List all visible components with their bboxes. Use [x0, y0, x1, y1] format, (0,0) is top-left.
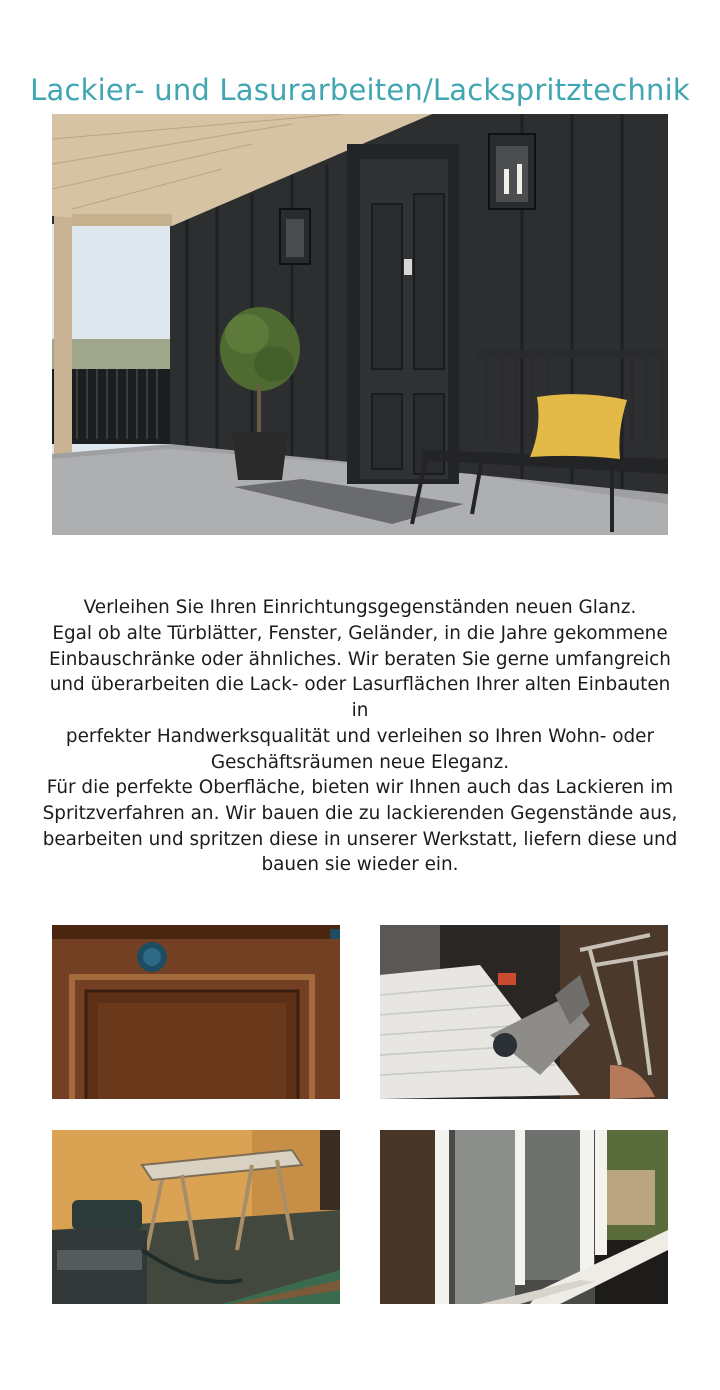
- intro-line: Geschäftsräumen neue Eleganz.: [210, 751, 510, 773]
- page-title: Lackier- und Lasurarbeiten/Lackspritztechnik: [30, 73, 690, 108]
- spray-line: bearbeiten und spritzen diese in unserer Werkstatt, liefern diese und: [42, 828, 678, 850]
- intro-line: perfekter Handwerksqualität und verleihen so Ihren Wohn- oder: [65, 725, 655, 747]
- gallery-image-workshop: [52, 1130, 340, 1304]
- hero-image: [52, 114, 668, 535]
- spray-text: [40, 775, 680, 878]
- intro-text: [40, 595, 680, 776]
- intro-line: Verleihen Sie Ihren Einrichtungsgegenständen neuen Glanz.: [83, 597, 637, 618]
- gallery-image-door: [52, 925, 340, 1099]
- spray-line: Für die perfekte Oberfläche, bieten wir Ihnen auch das Lackieren im: [46, 777, 674, 798]
- intro-line: und überarbeiten die Lack- oder Lasurflächen Ihrer alten Einbauten in: [49, 674, 671, 722]
- gallery-image-spray-gun: [380, 925, 668, 1099]
- intro-line: Einbauschränke oder ähnliches. Wir beraten Sie gerne umfangreich: [49, 648, 671, 670]
- intro-line: Egal ob alte Türblätter, Fenster, Geländer, in die Jahre gekommene: [52, 622, 668, 644]
- gallery-image-window: [380, 1130, 668, 1304]
- spray-line: bauen sie wieder ein.: [261, 854, 459, 876]
- spray-line: Spritzverfahren an. Wir bauen die zu lackierenden Gegenstände aus,: [42, 802, 678, 824]
